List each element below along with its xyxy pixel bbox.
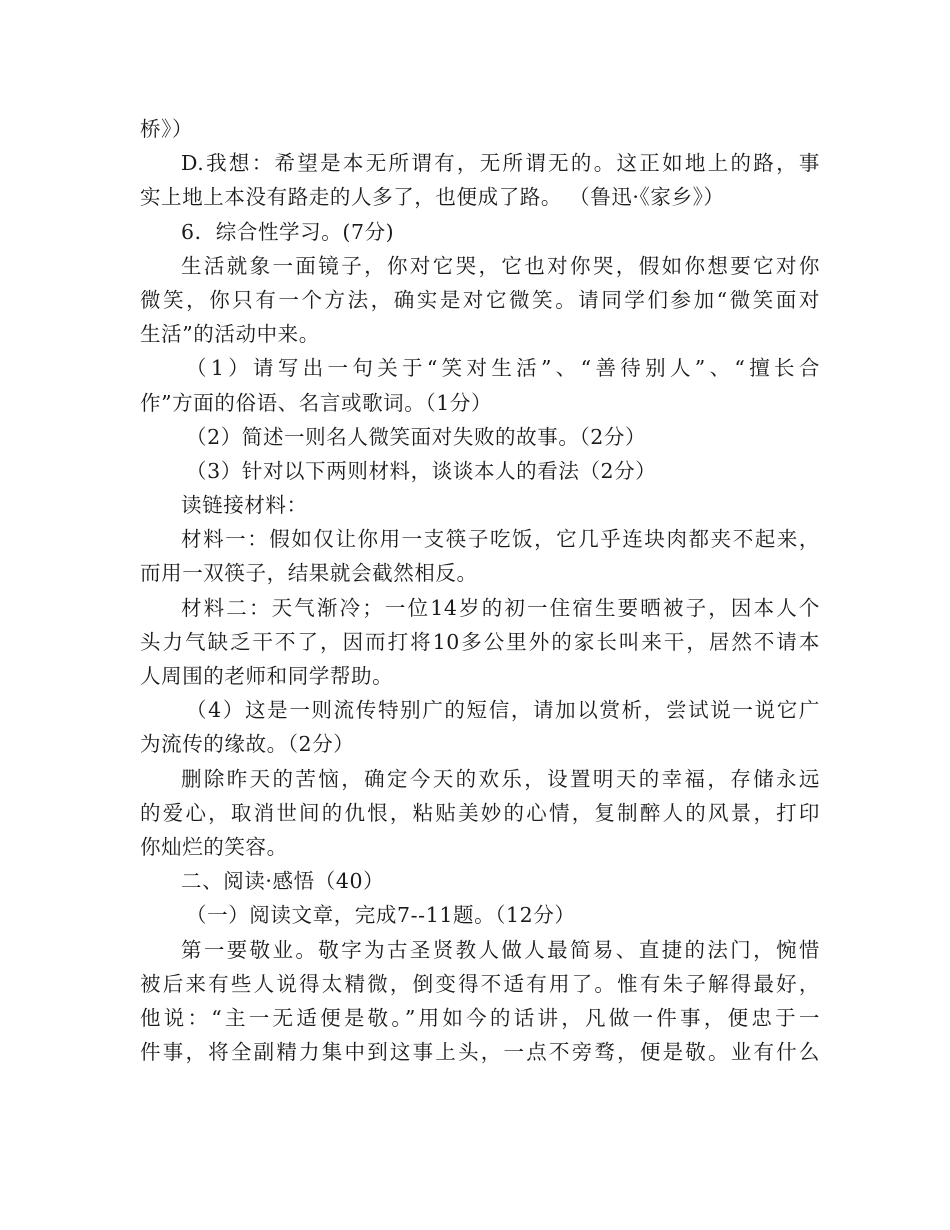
question-heading: 6．综合性学习。(7分) xyxy=(181,219,395,244)
text-line: 头力气缺乏干不了，因而打将10多公里外的家长叫来干，居然不请本 xyxy=(140,629,820,654)
text-line: D.我想：希望是本无所谓有，无所谓无的。这正如地上的路，事 xyxy=(181,151,820,176)
text-line: 而用一双筷子，结果就会截然相反。 xyxy=(140,561,478,586)
text-line: 桥》） xyxy=(140,117,194,141)
text-line: 他说：“主一无适便是敬。”用如今的话讲，凡做一件事，便忠于一 xyxy=(140,1005,820,1030)
text-line: 生活就象一面镜子，你对它哭，它也对你哭，假如你想要它对你 xyxy=(181,253,820,278)
text-line: 为流传的缘故。（2分） xyxy=(140,732,355,757)
text-line: 微笑，你只有一个方法，确实是对它微笑。请同学们参加“微笑面对 xyxy=(140,287,820,312)
sub-question: （1）请写出一句关于“笑对生活”、“善待别人”、“擅长合 xyxy=(186,356,820,381)
text-line: 被后来有些人说得太精微，倒变得不适有用了。惟有朱子解得最好， xyxy=(140,971,820,996)
material-one: 材料一：假如仅让你用一支筷子吃饭，它几乎连块肉都夹不起来， xyxy=(181,527,820,552)
sub-question: （4）这是一则流传特别广的短信，请加以赏析，尝试说一说它广 xyxy=(186,698,820,723)
text-line: 你灿烂的笑容。 xyxy=(140,834,288,859)
text-line: 件事，将全副精力集中到这事上头，一点不旁骛，便是敬。业有什么 xyxy=(140,1040,820,1065)
text-line: 第一要敬业。敬字为古圣贤教人做人最简易、直捷的法门，惋惜 xyxy=(181,937,820,962)
section-heading: 二、阅读·感悟（40） xyxy=(181,869,385,894)
sub-question: （2）简述一则名人微笑面对失败的故事。（2分） xyxy=(186,424,647,449)
sub-section-heading: （一）阅读文章，完成7--11题。（12分） xyxy=(186,903,576,928)
document-body xyxy=(140,112,820,1069)
text-line: 生活”的活动中来。 xyxy=(140,322,320,347)
text-line: 人周围的老师和同学帮助。 xyxy=(140,664,394,688)
material-two: 材料二：天气渐冷；一位14岁的初一住宿生要晒被子，因本人个 xyxy=(181,595,820,620)
text-line: 实上地上本没有路走的人多了，也便成了路。 （鲁迅·《家乡》） xyxy=(140,185,725,210)
text-line: 读链接材料： xyxy=(181,493,308,518)
text-line: 的爱心，取消世间的仇恨，粘贴美妙的心情，复制醉人的风景，打印 xyxy=(140,800,820,825)
text-line: 作”方面的俗语、名言或歌词。（1分） xyxy=(140,390,493,415)
text-line: 删除昨天的苦恼，确定今天的欢乐，设置明天的幸福，存储永远 xyxy=(181,766,820,791)
sub-question: （3）针对以下两则材料，谈谈本人的看法（2分） xyxy=(186,458,657,483)
